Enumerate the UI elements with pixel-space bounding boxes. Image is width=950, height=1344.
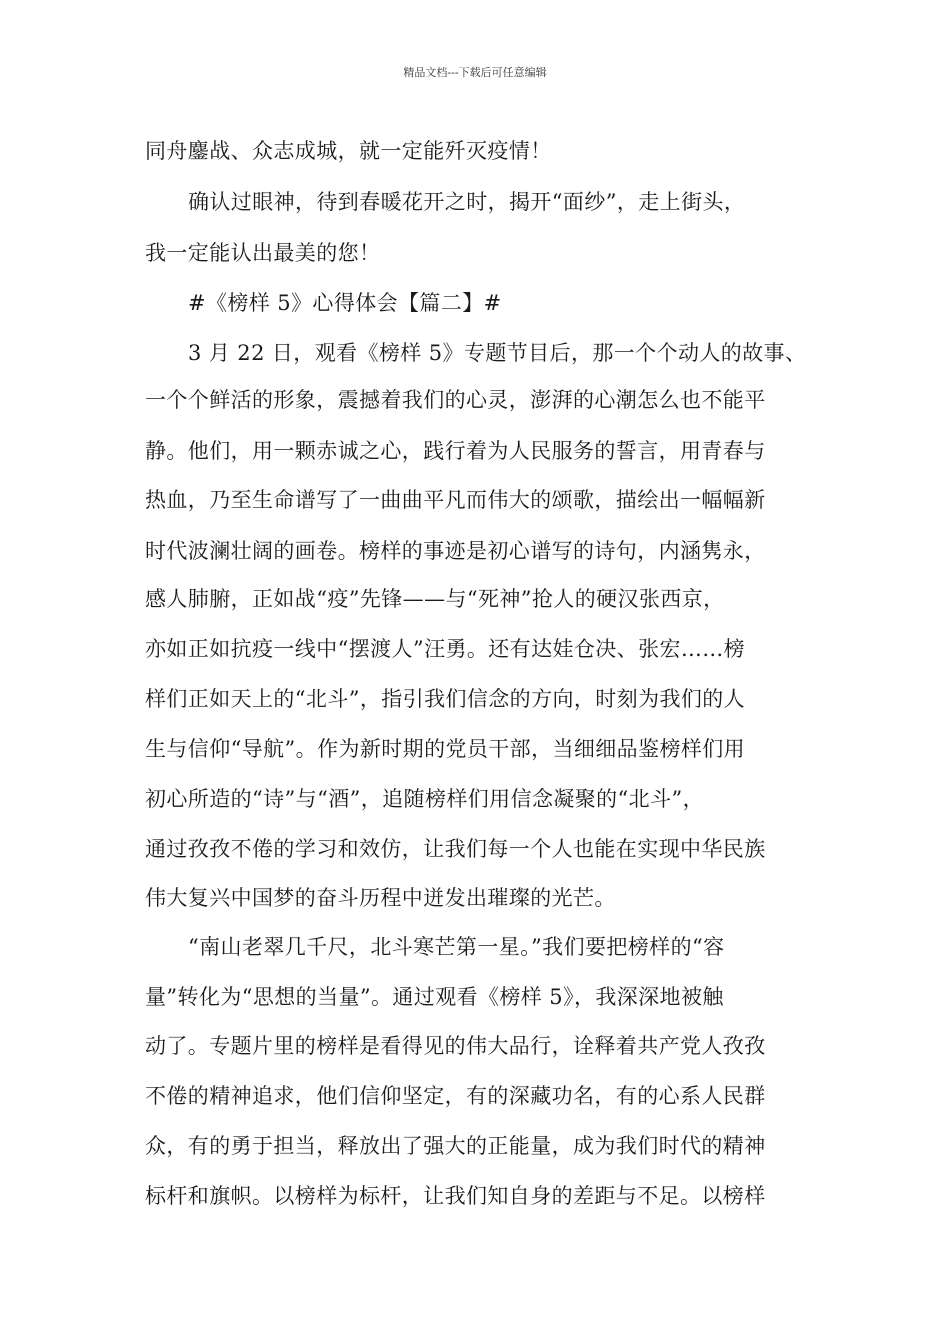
text-line: 初心所造的“诗”与“酒”，追随榜样们用信念凝聚的“北斗”， xyxy=(145,787,705,811)
text-line: 感人肺腑，正如战“疫”先锋——与“死神”抢人的硬汉张西京， xyxy=(145,587,725,611)
section-heading: #《榜样 5》心得体会【篇二】# xyxy=(188,291,502,315)
text-line: 动了。专题片里的榜样是看得见的伟大品行，诠释着共产党人孜孜 xyxy=(145,1034,766,1058)
text-line: 亦如正如抗疫一线中“摆渡人”汪勇。还有达娃仓决、张宏……榜 xyxy=(145,637,746,661)
text-line: 同舟鏖战、众志成城，就一定能歼灭疫情！ xyxy=(145,139,552,163)
text-line: 3 月 22 日，观看《榜样 5》专题节目后，那一个个动人的故事、 xyxy=(188,341,807,365)
text-line: 标杆和旗帜。以榜样为标杆，让我们知自身的差距与不足。以榜样 xyxy=(145,1184,766,1208)
text-line: 众，有的勇于担当，释放出了强大的正能量，成为我们时代的精神 xyxy=(145,1134,766,1158)
text-line: 通过孜孜不倦的学习和效仿，让我们每一个人也能在实现中华民族 xyxy=(145,837,766,861)
text-line: 热血，乃至生命谱写了一曲曲平凡而伟大的颂歌，描绘出一幅幅新 xyxy=(145,488,766,512)
text-line: “南山老翠几千尺，北斗寒芒第一星。”我们要把榜样的“容 xyxy=(188,935,725,959)
text-line: 不倦的精神追求，他们信仰坚定，有的深藏功名，有的心系人民群 xyxy=(145,1084,766,1108)
text-line: 伟大复兴中国梦的奋斗历程中迸发出璀璨的光芒。 xyxy=(145,886,616,910)
text-line: 时代波澜壮阔的画卷。榜样的事迹是初心谱写的诗句，内涵隽永， xyxy=(145,539,766,563)
text-line: 静。他们，用一颗赤诚之心，践行着为人民服务的誓言，用青春与 xyxy=(145,439,766,463)
text-line: 生与信仰“导航”。作为新时期的党员干部，当细细品鉴榜样们用 xyxy=(145,737,746,761)
text-line: 量”转化为“思想的当量”。通过观看《榜样 5》，我深深地被触 xyxy=(145,985,724,1009)
text-line: 确认过眼神，待到春暖花开之时，揭开“面纱”，走上街头， xyxy=(188,190,746,214)
text-line: 我一定能认出最美的您！ xyxy=(145,241,381,265)
text-line: 一个个鲜活的形象，震撼着我们的心灵，澎湃的心潮怎么也不能平 xyxy=(145,388,766,412)
page-header: 精品文档---下载后可任意编辑 xyxy=(403,66,547,79)
text-line: 样们正如天上的“北斗”，指引我们信念的方向，时刻为我们的人 xyxy=(145,687,746,711)
